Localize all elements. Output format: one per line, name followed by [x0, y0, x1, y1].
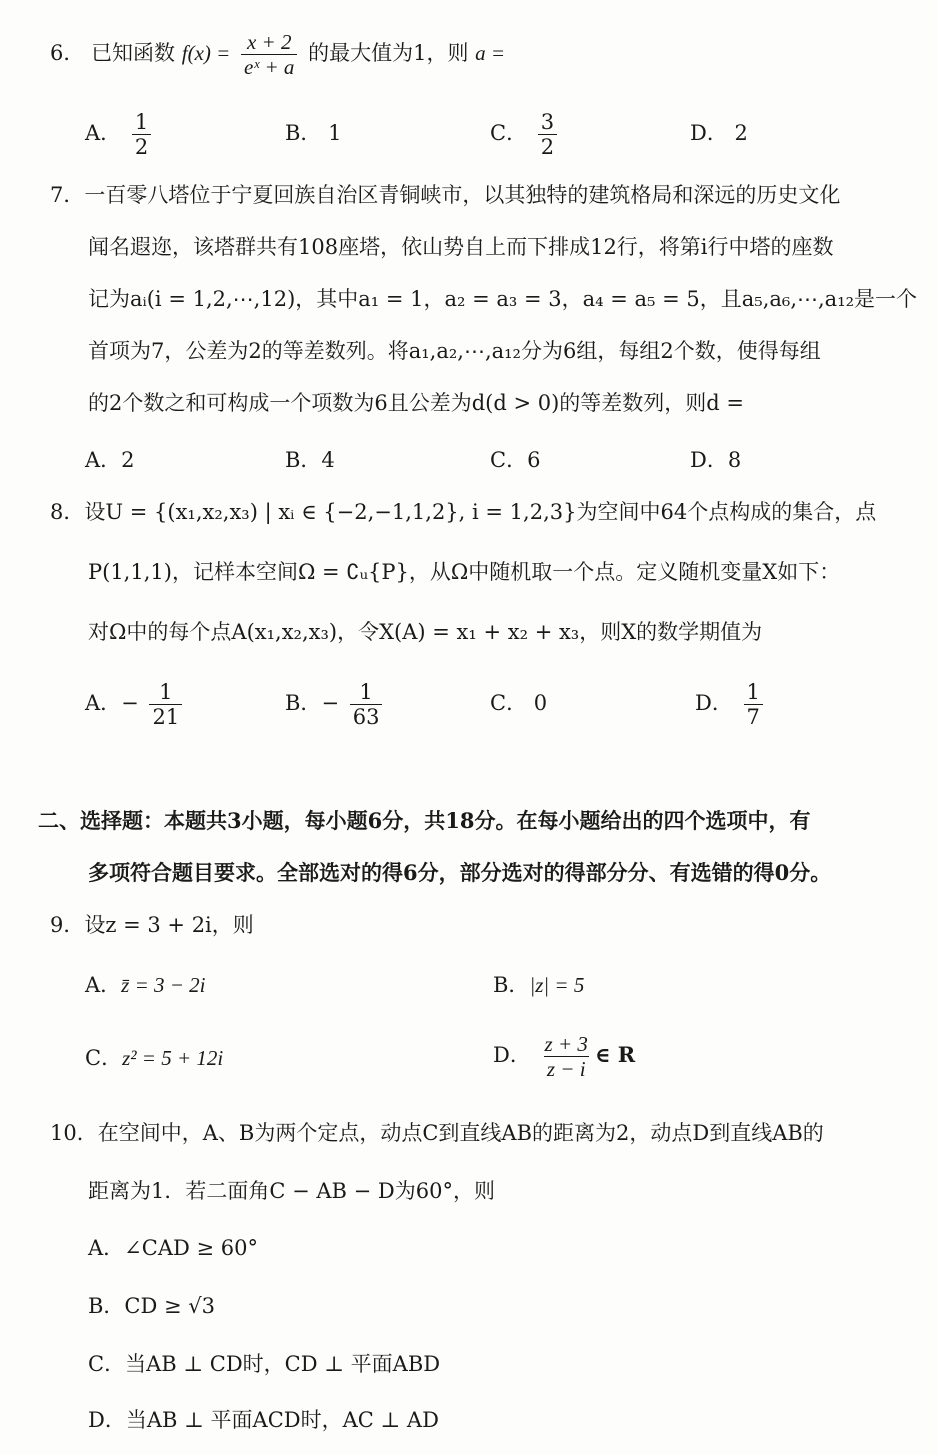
q9-stem: [50, 910, 254, 940]
q8-option-b-frac: [350, 680, 383, 729]
q6-option-c-frac: [538, 110, 557, 159]
q10-line-2: 距离为1．若二面角C − AB − D为60°，则: [88, 1179, 495, 1203]
q8-line-3: 对Ω中的每个点A(x₁,x₂,x₃)，令X(A) = x₁ + x₂ + x₃，则X的数学期值为: [88, 620, 763, 644]
q6-option-a-frac: [132, 110, 151, 159]
q8-option-c: [490, 688, 547, 718]
q6-option-c-label: C．: [490, 121, 528, 146]
q10-option-a: A．∠CAD ≥ 60°: [88, 1236, 258, 1260]
q8-option-a-frac: [149, 680, 182, 729]
q8-option-a-den: 21: [149, 704, 182, 729]
q6-option-a-num: 1: [134, 110, 149, 134]
q8-number: 8．: [50, 500, 85, 524]
q6-option-c-den: 2: [538, 134, 557, 159]
q6-option-d: [690, 118, 748, 148]
q9-option-d-den: z − i: [544, 1056, 589, 1081]
q8-option-d-frac: [744, 680, 763, 729]
q8-option-d-num: 1: [746, 680, 760, 704]
q9-option-d: [493, 1032, 635, 1081]
q7-option-d: D．8: [690, 448, 742, 472]
q7-line-4: 首项为7，公差为2的等差数列。将a₁,a₂,⋯,a₁₂分为6组，每组2个数，使得每组: [88, 339, 821, 363]
q6-option-b: [285, 118, 342, 148]
q7-line-3: 记为aᵢ(i = 1,2,⋯,12)，其中a₁ = 1，a₂ = a₃ = 3，a₄ = a₅ = 5，且a₅,a₆,⋯,a₁₂是一个: [88, 287, 918, 311]
q8-option-d: [695, 680, 767, 729]
q9-option-d-label: D．: [493, 1043, 531, 1068]
q9-option-a: [85, 970, 206, 1000]
q6-option-a: [85, 110, 155, 159]
q6-option-b-label: B．: [285, 121, 322, 145]
q6-fraction: [241, 30, 297, 79]
q9-number: 9．: [50, 913, 85, 937]
q8-option-a-label: A．: [85, 691, 122, 716]
q10-option-d: D．当AB ⊥ 平面ACD时，AC ⊥ AD: [88, 1408, 439, 1432]
q7-line-1: [50, 180, 840, 210]
q6-stem: [50, 30, 505, 79]
q7-option-a: A．2: [85, 448, 135, 472]
q8-option-b-label: B．: [285, 691, 322, 716]
q9-option-d-num: z + 3: [544, 1032, 588, 1056]
q9-option-b-label: B．: [493, 973, 530, 997]
q6-var: a =: [475, 41, 506, 66]
q9-option-c-label: C．: [85, 1046, 123, 1070]
q9-option-a-label: A．: [85, 973, 122, 997]
q8-option-b-den: 63: [350, 704, 383, 729]
q8-option-b: [285, 680, 386, 729]
section2-line-1: 二、选择题：本题共3小题，每小题6分，共18分。在每小题给出的四个选项中，有: [38, 808, 811, 833]
q7-option-b: B．4: [285, 448, 335, 472]
q8-option-b-sign: −: [321, 691, 340, 716]
q7-line-2: 闻名遐迩，该塔群共有108座塔，依山势自上而下排成12行，将第i行中塔的座数: [88, 235, 834, 259]
q9-option-b-value: |z| = 5: [529, 973, 585, 997]
q9-option-d-frac: [542, 1032, 591, 1081]
section2-line-2: 多项符合题目要求。全部选对的得6分，部分选对的得部分分、有选错的得0分。: [88, 860, 832, 885]
q6-option-c: [490, 110, 561, 159]
q6-text-b: 的最大值为1，则: [308, 41, 469, 66]
q10-option-b: B．CD ≥ √3: [88, 1294, 216, 1318]
q6-frac-den: eˣ + a: [241, 54, 297, 79]
q7-number: 7．: [50, 183, 85, 207]
q6-option-c-num: 3: [540, 110, 555, 134]
q8-option-d-label: D．: [695, 691, 733, 716]
q9-option-c-value: z² = 5 + 12i: [122, 1046, 224, 1070]
q8-option-a-num: 1: [159, 680, 173, 704]
q6-text-a: 已知函数: [91, 41, 176, 66]
q6-option-d-value: 2: [734, 121, 748, 145]
q9-option-c: [85, 1043, 223, 1073]
q7-line-5: 的2个数之和可构成一个项数为6且公差为d(d > 0)的等差数列，则d =: [88, 391, 745, 415]
q8-text-1: 设U = {(x₁,x₂,x₃) | xᵢ ∈ {−2,−1,1,2}, i = 1,2,3}为空间中64个点构成的集合，点: [84, 500, 877, 524]
q8-option-d-den: 7: [744, 704, 763, 729]
q8-option-c-label: C．: [490, 691, 528, 715]
q7-option-c: C．6: [490, 448, 541, 472]
q6-option-d-label: D．: [690, 121, 728, 145]
q10-text-1: 在空间中，A、B为两个定点，动点C到直线AB的距离为2，动点D到直线AB的: [97, 1121, 824, 1145]
q10-option-c: C．当AB ⊥ CD时，CD ⊥ 平面ABD: [88, 1352, 441, 1376]
q8-line-1: [50, 497, 876, 527]
q8-option-c-value: 0: [533, 691, 548, 715]
q9-option-d-tail: ∈ R: [594, 1042, 636, 1068]
q6-frac-num: x + 2: [246, 30, 292, 54]
q10-number: 10．: [50, 1121, 98, 1145]
q9-option-b: [493, 970, 584, 1000]
q8-line-2: P(1,1,1)，记样本空间Ω = ∁ᵤ{P}，从Ω中随机取一个点。定义随机变量X如下：: [88, 560, 841, 584]
q9-option-a-value: z̄ = 3 − 2i: [121, 973, 206, 997]
q6-number: 6．: [50, 41, 85, 66]
q10-line-1: [50, 1118, 824, 1148]
q8-option-b-num: 1: [359, 680, 373, 704]
q9-text: 设z = 3 + 2i，则: [84, 913, 254, 937]
q6-option-a-den: 2: [132, 134, 151, 159]
q7-text-1: 一百零八塔位于宁夏回族自治区青铜峡市，以其独特的建筑格局和深远的历史文化: [84, 183, 841, 207]
q6-func: f(x) =: [181, 41, 231, 66]
q6-option-b-value: 1: [328, 121, 342, 145]
q6-option-a-label: A．: [85, 121, 122, 146]
q8-option-a-sign: −: [121, 691, 139, 716]
q8-option-a: [85, 680, 186, 729]
